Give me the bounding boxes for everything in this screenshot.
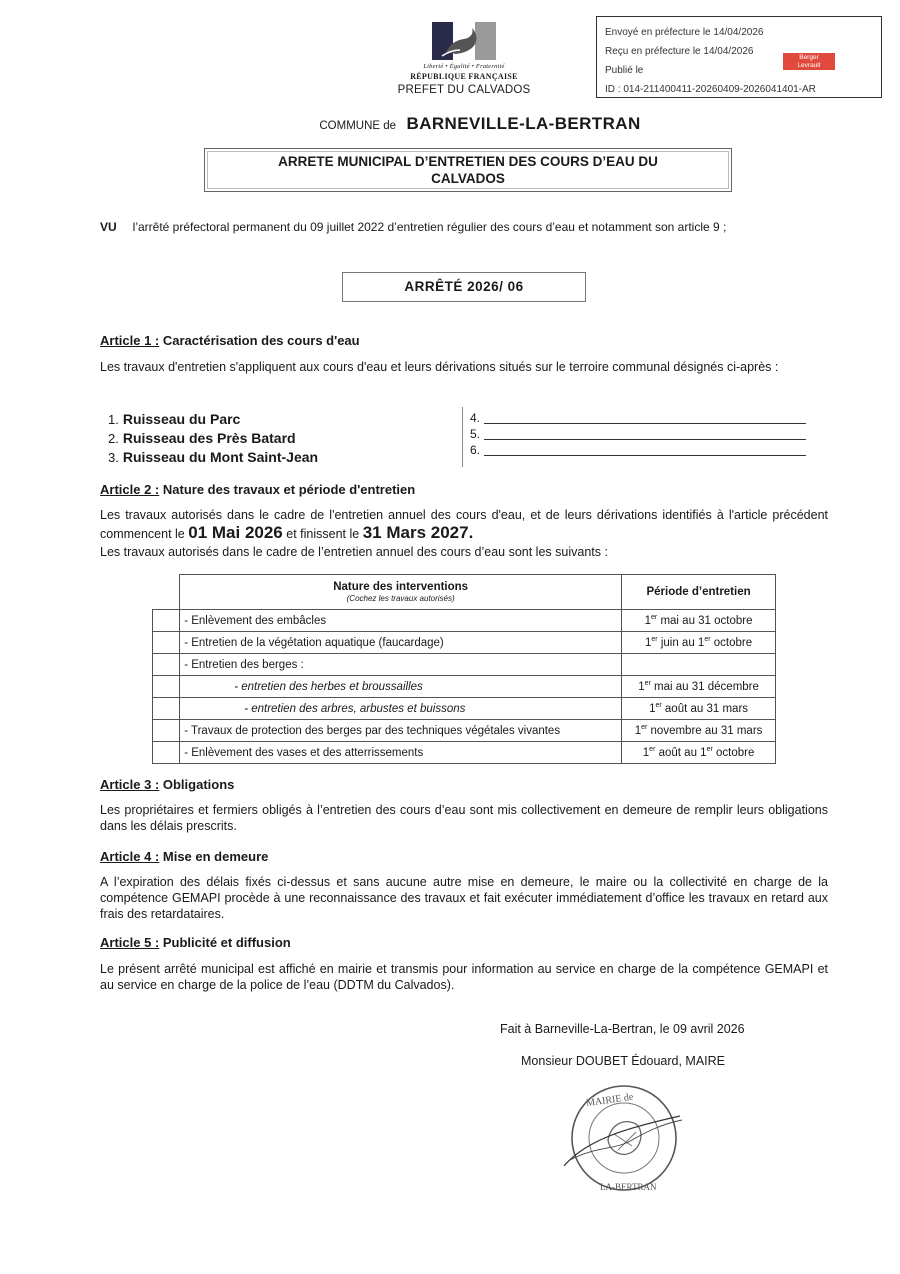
table-row: [153, 676, 776, 698]
article-5-text: Le présent arrêté municipal est affiché en mairie et transmis pour information au service en charge de la compétence GEMAPI et au service en charge de la police de l’eau (DDTM du Calvados).: [100, 962, 828, 992]
river-name: Ruisseau du Parc: [122, 411, 241, 427]
river-name: Ruisseau du Mont Saint-Jean: [122, 449, 319, 465]
river-number: 2.: [108, 431, 119, 446]
period-cell: 1er mai au 31 décembre: [622, 676, 776, 698]
blank-river-lines: [470, 410, 806, 458]
interventions-table: [152, 574, 776, 764]
nature-cell: - Travaux de protection des berges par des techniques végétales vivantes: [180, 720, 622, 742]
checkbox-header: [153, 575, 180, 610]
start-date: 01 Mai 2026: [188, 523, 283, 542]
document-title: [204, 148, 732, 192]
period-cell: 1er août au 1er octobre: [622, 742, 776, 764]
end-date: 31 Mars 2027.: [362, 523, 474, 542]
article-4-text: A l’expiration des délais fixés ci-dessus et sans aucune autre mise en demeure, le maire ou la collectivité en charge de la compétence GEMAPI procède à une reconnaissance des travaux et fait exécuter immédiatement d’office les travaux en retard aux frais des retardataires.: [100, 875, 828, 921]
period-cell: [622, 654, 776, 676]
article-1-label: Article 1 :: [100, 333, 160, 348]
article-1-text: Les travaux d'entretien s'appliquent aux cours d'eau et leurs dérivations situés sur le terroire communal désignés ci-après :: [100, 360, 779, 374]
berger-levrault-logo: [783, 53, 835, 70]
period-cell: 1er novembre au 31 mars: [622, 720, 776, 742]
commune-name: BARNEVILLE-LA-BERTRAN: [406, 114, 641, 133]
row-checkbox[interactable]: [153, 742, 180, 764]
col1-title: Nature des interventions: [333, 581, 469, 593]
stamp-published: Publié le: [605, 65, 644, 76]
republic-motto: Liberté • Égalité • Fraternité: [423, 63, 505, 70]
commune-heading: [0, 114, 900, 134]
article-4-heading: [100, 849, 268, 864]
vu-key: VU: [100, 220, 117, 234]
stamp-received: Reçu en préfecture le 14/04/2026: [605, 46, 754, 57]
vu-text: l’arrêté préfectoral permanent du 09 juillet 2022 d’entretien régulier des cours d’eau et notamment son article 9 ;: [132, 220, 727, 234]
row-checkbox[interactable]: [153, 610, 180, 632]
list-item: [108, 410, 318, 429]
river-list-divider: [462, 407, 463, 467]
river-list: [108, 410, 318, 467]
logo-line-2: Levrault: [797, 61, 821, 69]
article-4-title: Mise en demeure: [162, 849, 269, 864]
republic-name: RÉPUBLIQUE FRANÇAISE: [410, 72, 518, 81]
nature-cell: - Enlèvement des embâcles: [180, 610, 622, 632]
article-2-label: Article 2 :: [100, 482, 160, 497]
nature-cell: - entretien des arbres, arbustes et buissons: [180, 698, 622, 720]
article-2-text: [100, 507, 828, 543]
title-line-2: CALVADOS: [431, 171, 505, 186]
article-4-label: Article 4 :: [100, 849, 160, 864]
table-row: [153, 610, 776, 632]
row-checkbox[interactable]: [153, 654, 180, 676]
table-header-row: [153, 575, 776, 610]
article-3-title: Obligations: [162, 777, 235, 792]
column-header-nature: [180, 575, 622, 610]
blank-line: [470, 410, 806, 426]
period-cell: 1er août au 31 mars: [622, 698, 776, 720]
stamp-sent: Envoyé en préfecture le 14/04/2026: [605, 27, 764, 38]
column-header-period: Période d’entretien: [622, 575, 776, 610]
svg-text:LA-BERTRAN: LA-BERTRAN: [600, 1182, 657, 1192]
article-1-title: Caractérisation des cours d'eau: [162, 333, 360, 348]
period-cell: 1er juin au 1er octobre: [622, 632, 776, 654]
signer-name: Monsieur DOUBET Édouard, MAIRE: [521, 1054, 726, 1068]
article-2-text-c: Les travaux autorisés dans le cadre de l’entretien annuel des cours d’eau sont les suivants :: [100, 545, 608, 559]
nature-cell: - Entretien de la végétation aquatique (faucardage): [180, 632, 622, 654]
river-number: 1.: [108, 412, 119, 427]
article-1-heading: [100, 333, 360, 348]
article-3-label: Article 3 :: [100, 777, 160, 792]
row-checkbox[interactable]: [153, 632, 180, 654]
nature-cell: - Enlèvement des vases et des atterrissements: [180, 742, 622, 764]
prefecture-stamp: [596, 16, 882, 98]
article-2-text-b: et finissent le: [286, 527, 360, 541]
logo-line-1: Berger: [799, 54, 819, 61]
table-row: [153, 720, 776, 742]
blank-number: 5.: [470, 427, 481, 441]
mairie-seal-stamp: [556, 1080, 686, 1200]
title-line-1: ARRETE MUNICIPAL D’ENTRETIEN DES COURS D’EAU DU: [278, 154, 658, 169]
arrete-number: ARRÊTÉ 2026/ 06: [342, 272, 586, 302]
republique-emblem: [394, 22, 534, 96]
stamp-id: ID : 014-211400411-20260409-2026041401-AR: [605, 84, 816, 95]
article-5-heading: [100, 935, 291, 950]
article-3-heading: [100, 777, 234, 792]
vu-clause: [100, 220, 726, 234]
col1-subtitle: (Cochez les travaux autorisés): [346, 594, 455, 603]
article-2-title: Nature des travaux et période d'entretien: [162, 482, 416, 497]
nature-cell: - Entretien des berges :: [180, 654, 622, 676]
commune-label: COMMUNE de: [319, 120, 397, 132]
table-row: [153, 742, 776, 764]
article-2-heading: [100, 482, 415, 497]
blank-number: 6.: [470, 443, 481, 457]
article-5-title: Publicité et diffusion: [162, 935, 291, 950]
river-number: 3.: [108, 450, 119, 465]
row-checkbox[interactable]: [153, 698, 180, 720]
list-item: [108, 448, 318, 467]
article-3-text: Les propriétaires et fermiers obligés à l’entretien des cours d’eau sont mis collectivement en demeure de remplir leurs obligations dans les délais prescrits.: [100, 803, 828, 833]
row-checkbox[interactable]: [153, 676, 180, 698]
article-5-label: Article 5 :: [100, 935, 160, 950]
table-row: [153, 698, 776, 720]
blank-line: [470, 442, 806, 458]
svg-text:MAIRIE de: MAIRIE de: [585, 1091, 635, 1110]
table-row: [153, 654, 776, 676]
blank-number: 4.: [470, 411, 481, 425]
blank-line: [470, 426, 806, 442]
table-row: [153, 632, 776, 654]
article-2-text-a: Les travaux autorisés dans le cadre de l'entretien annuel des cours d'eau, et de leurs dérivations identifiés à l'article précédent commencent le: [100, 508, 828, 541]
nature-cell: - entretien des herbes et broussailles: [180, 676, 622, 698]
marianne-logo-icon: [412, 22, 516, 60]
row-checkbox[interactable]: [153, 720, 180, 742]
period-cell: 1er mai au 31 octobre: [622, 610, 776, 632]
river-name: Ruisseau des Près Batard: [122, 430, 296, 446]
list-item: [108, 429, 318, 448]
done-at-line: Fait à Barneville-La-Bertran, le 09 avril 2026: [500, 1022, 745, 1036]
prefect-label: PREFET DU CALVADOS: [397, 84, 531, 96]
